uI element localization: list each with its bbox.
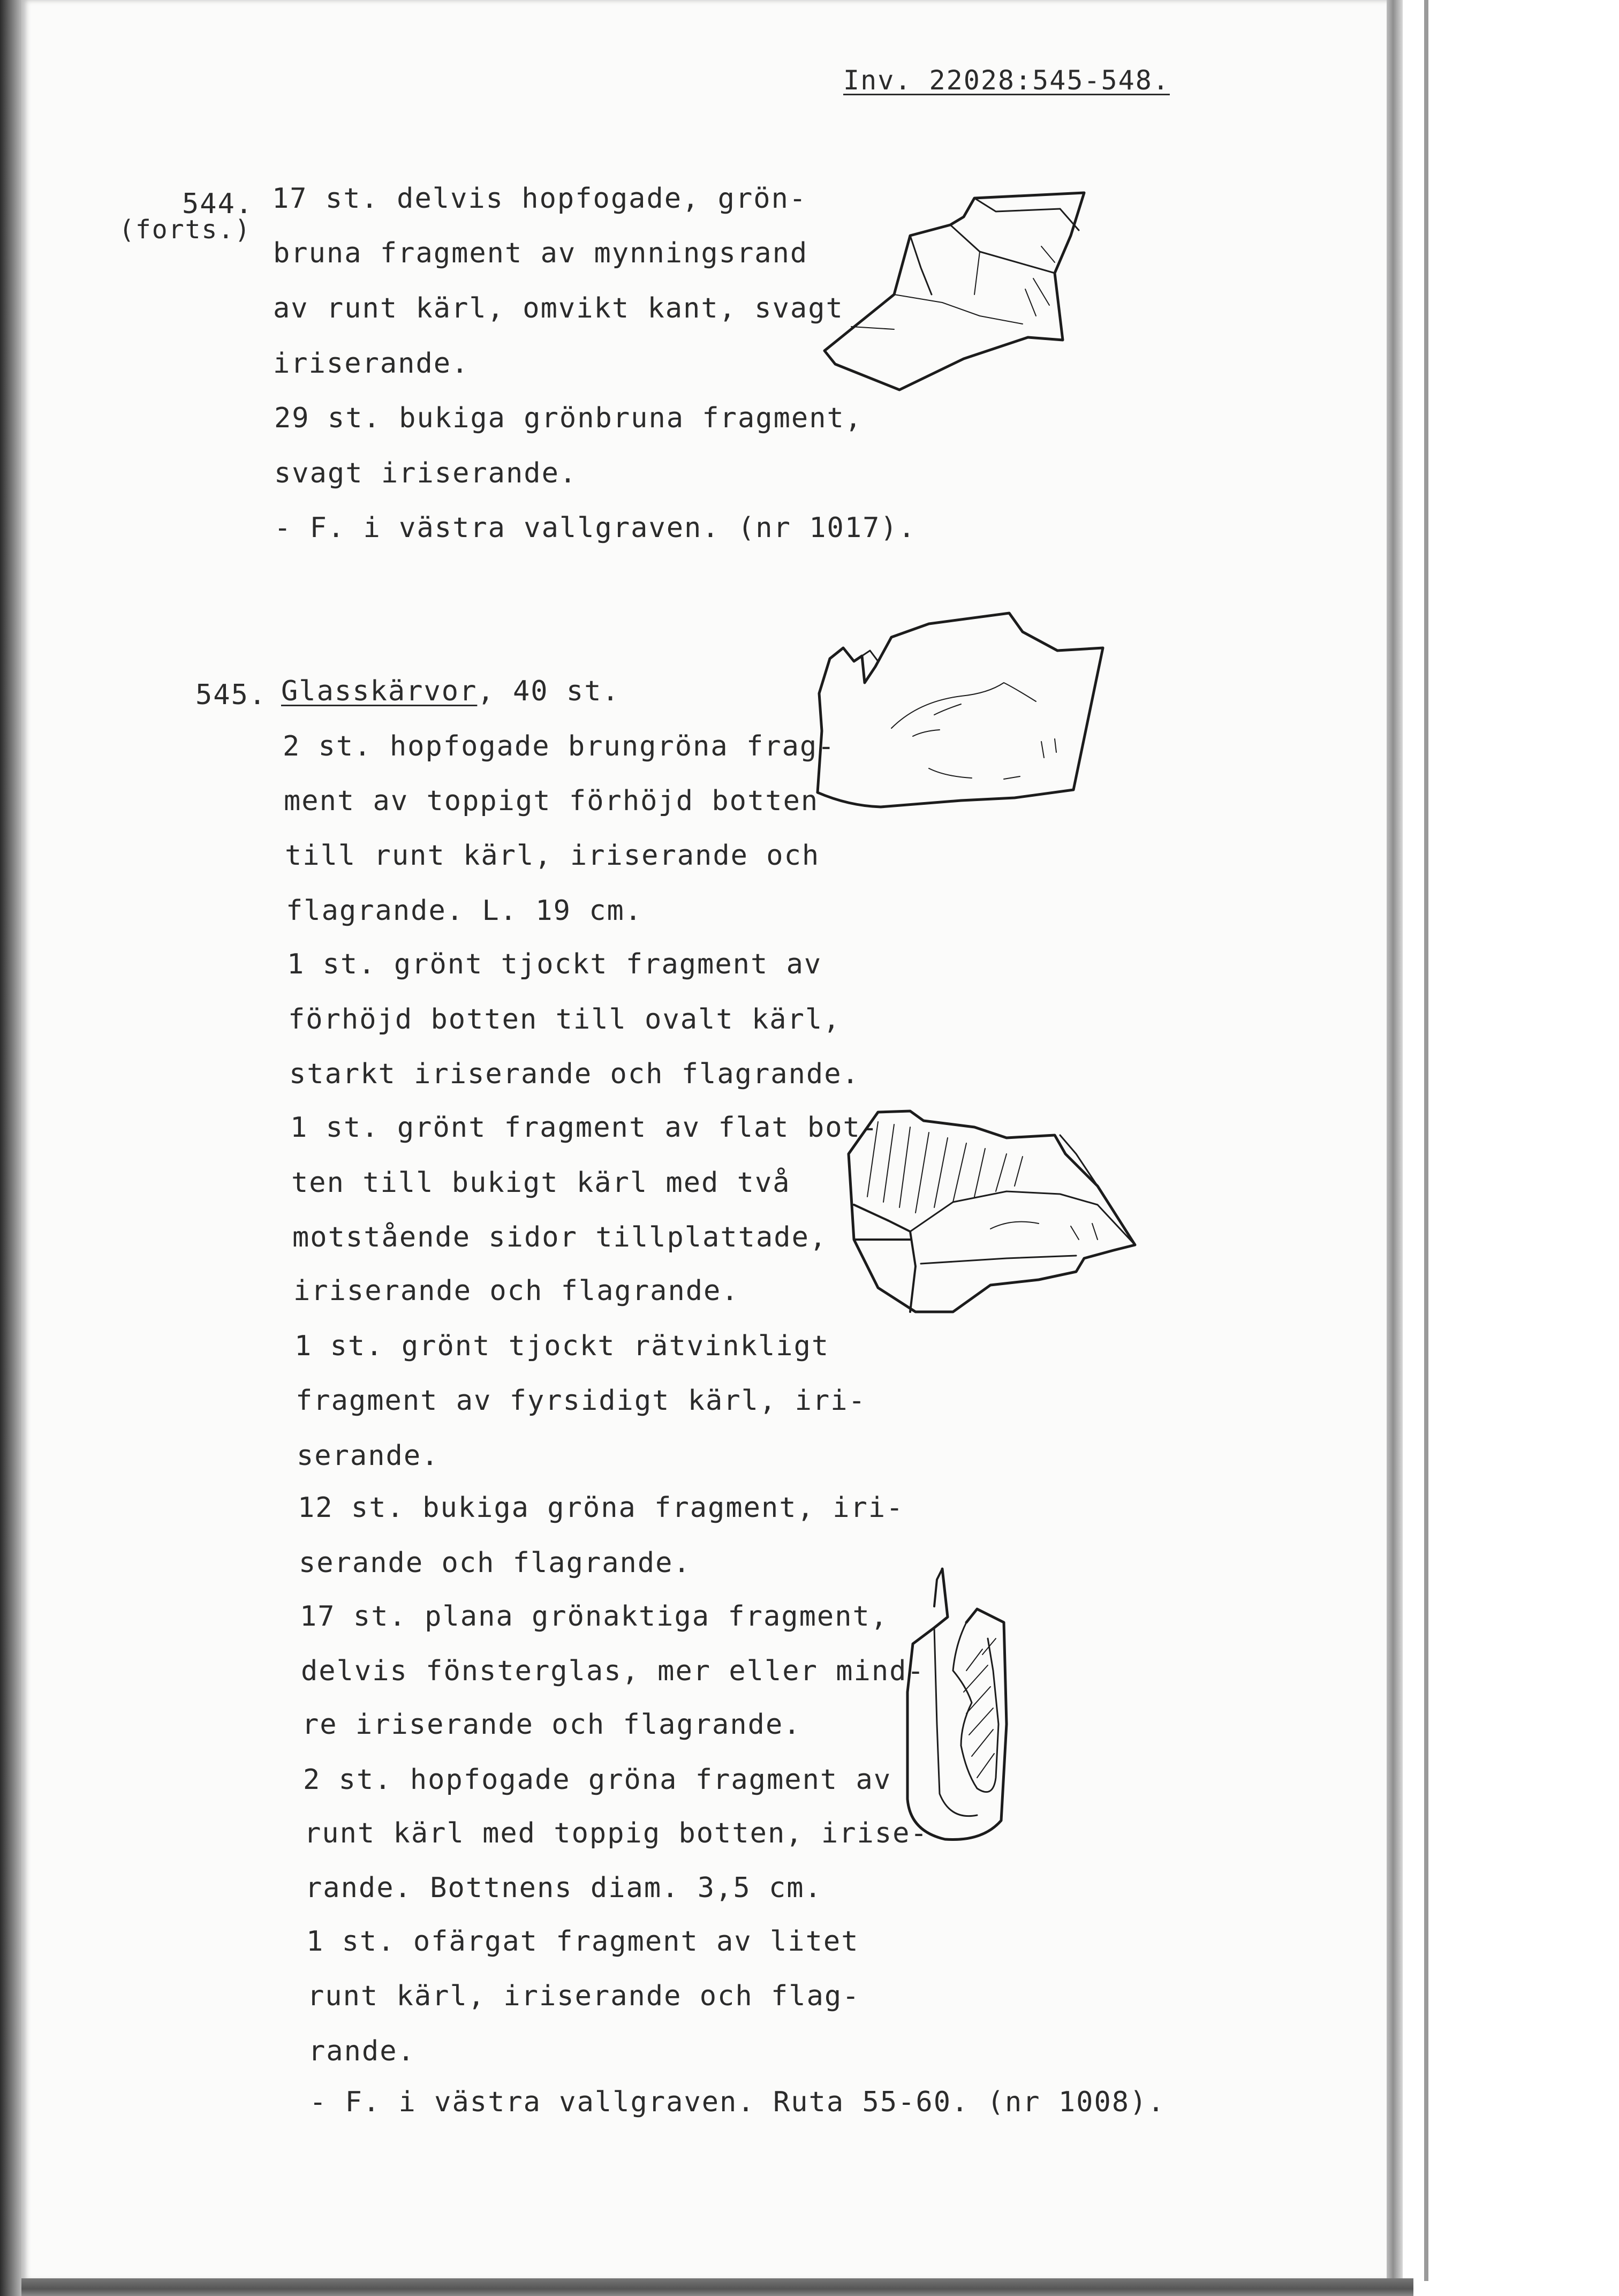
entry-545-line: ment av toppigt förhöjd botten [284, 785, 819, 817]
entry-545-line: ten till bukigt kärl med två [291, 1167, 791, 1199]
entry-545-line: delvis fönsterglas, mer eller mind- [301, 1655, 925, 1687]
entry-544-line: av runt kärl, omvikt kant, svagt [273, 292, 844, 324]
entry-545-line: re iriserande och flagrande. [302, 1709, 801, 1741]
entry-continued-label: (forts.) [119, 215, 252, 245]
inventory-number: Inv. 22028:545-548. [843, 65, 1170, 96]
entry-544-line: bruna fragment av mynningsrand [273, 237, 808, 269]
entry-number-545: 545. [195, 679, 267, 711]
entry-545-line: 1 st. grönt tjockt fragment av [287, 948, 822, 980]
entry-544-line: - F. i västra vallgraven. (nr 1017). [274, 512, 917, 544]
entry-545-line: till runt kärl, iriserande och [285, 840, 820, 872]
entry-545-line: starkt iriserande och flagrande. [289, 1058, 860, 1090]
sketch-peaked-bottom-fragment [902, 1564, 1025, 1842]
entry-545-heading [281, 677, 620, 705]
sketch-flat-base-fragment [846, 1106, 1138, 1323]
entry-545-line: 2 st. hopfogade gröna fragment av [303, 1764, 892, 1796]
entry-545-line: 1 st. grönt tjockt rätvinkligt [294, 1330, 830, 1362]
page-edge-bottom [21, 2278, 1413, 2296]
entry-545-line: rande. Bottnens diam. 3,5 cm. [305, 1872, 822, 1904]
entry-545-line: 2 st. hopfogade brungröna frag- [283, 730, 836, 762]
entry-545-line: rande. [308, 2035, 415, 2067]
heading-count: , 40 st. [477, 675, 620, 707]
entry-545-line: - F. i västra vallgraven. Ruta 55-60. (nr 1008). [309, 2086, 1166, 2118]
entry-544-line: svagt iriserande. [274, 457, 578, 489]
entry-545-line: serande. [297, 1440, 440, 1472]
entry-545-line: flagrande. L. 19 cm. [286, 895, 643, 927]
entry-545-line: runt kärl med toppig botten, irise- [304, 1817, 928, 1849]
entry-545-line: runt kärl, iriserande och flag- [307, 1980, 860, 2012]
entry-545-line: motstående sidor tillplattade, [292, 1221, 828, 1253]
entry-545-line: 1 st. grönt fragment av flat bot- [290, 1112, 879, 1144]
entry-544-line: iriserande. [273, 348, 470, 380]
entry-545-line: 1 st. ofärgat fragment av litet [306, 1925, 859, 1958]
entry-545-line: 12 st. bukiga gröna fragment, iri- [298, 1492, 904, 1524]
entry-545-line: iriserande och flagrande. [293, 1275, 739, 1307]
sketch-rim-fragment [819, 187, 1098, 396]
entry-545-line: serande och flagrande. [299, 1547, 691, 1579]
entry-number-544: 544. [182, 188, 254, 220]
page-edge-right [1387, 0, 1403, 2281]
entry-545-line: förhöjd botten till ovalt kärl, [288, 1003, 841, 1036]
entry-544-line: 29 st. bukiga grönbruna fragment, [274, 402, 863, 434]
entry-544-line: 17 st. delvis hopfogade, grön- [272, 183, 807, 215]
entry-545-line: fragment av fyrsidigt kärl, iri- [296, 1385, 866, 1417]
heading-glasskarvor: Glasskärvor [281, 675, 478, 707]
sketch-peaked-base-fragment [811, 608, 1108, 811]
entry-545-line: 17 st. plana grönaktiga fragment, [300, 1600, 889, 1633]
page-edge-right-line [1424, 0, 1428, 2281]
